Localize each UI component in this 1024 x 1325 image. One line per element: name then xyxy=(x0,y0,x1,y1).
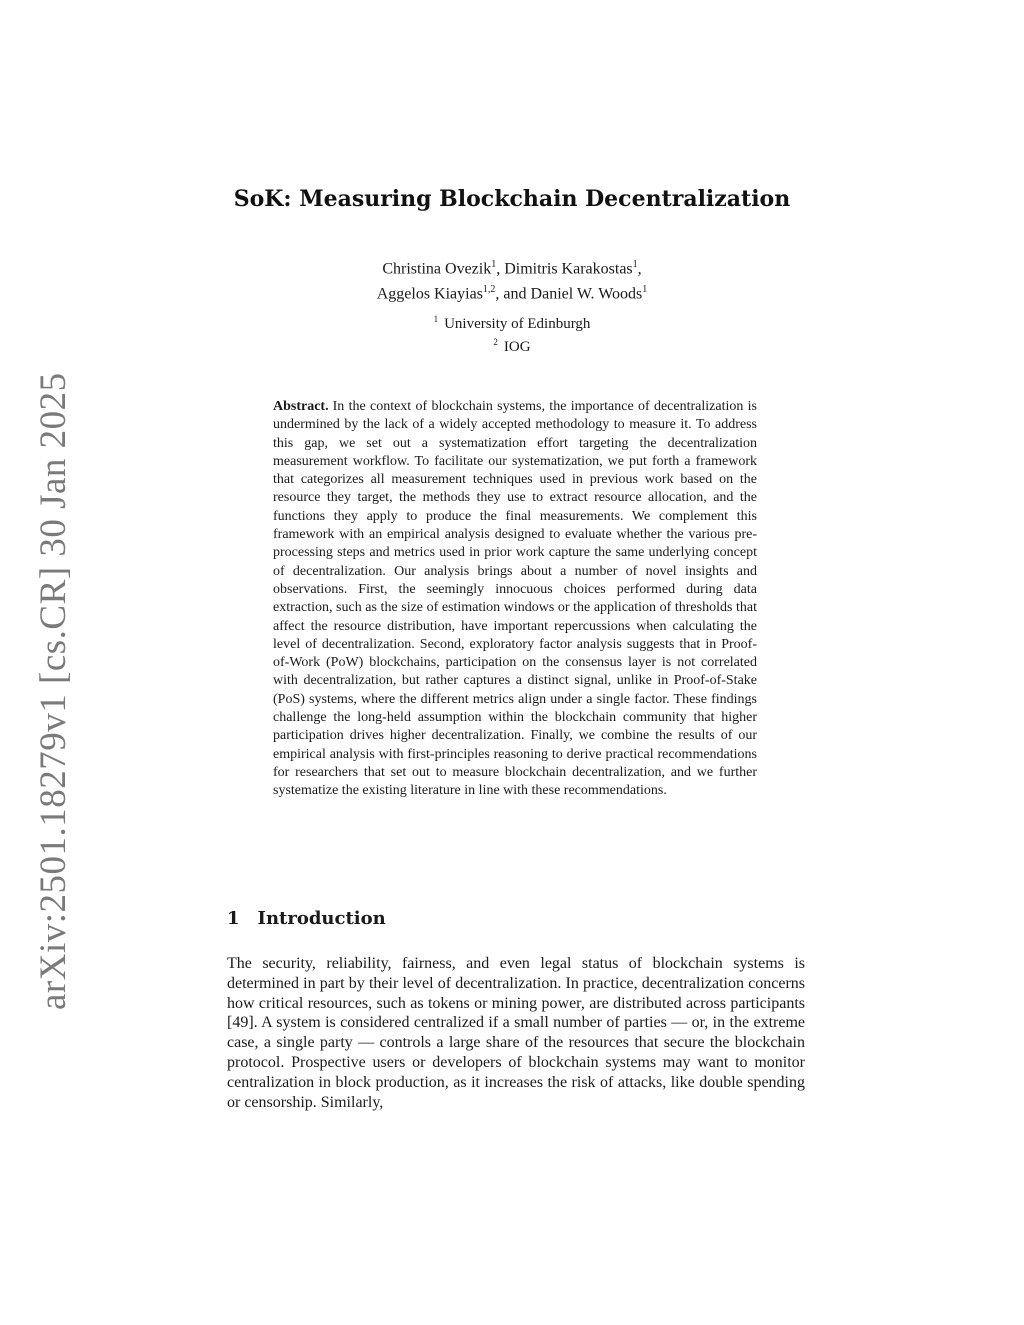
arxiv-identifier: arXiv:2501.18279v1 [cs.CR] 30 Jan 2025 xyxy=(33,372,74,1010)
affiliation-name: University of Edinburgh xyxy=(444,316,591,332)
author-separator: , xyxy=(637,260,642,278)
abstract xyxy=(273,398,757,801)
section-heading xyxy=(227,908,386,929)
affiliation-item xyxy=(0,333,1024,356)
author-name: Dimitris Karakostas xyxy=(504,260,633,278)
affiliation-item xyxy=(0,310,1024,333)
section-title: Introduction xyxy=(257,908,386,929)
author-affiliation-mark: 1,2 xyxy=(482,284,496,296)
abstract-label: Abstract. xyxy=(273,399,329,414)
author-separator: , xyxy=(496,260,505,278)
author-affiliation-mark: 1 xyxy=(632,259,638,270)
author-affiliation-mark: 1 xyxy=(642,284,648,296)
author-line-1 xyxy=(0,254,1024,279)
affiliation-mark: 2 xyxy=(493,337,498,347)
author-line-2 xyxy=(0,279,1024,304)
author-name: Christina Ovezik xyxy=(382,260,492,278)
author-list xyxy=(0,254,1024,305)
author-affiliation-mark: 1 xyxy=(491,259,497,270)
affiliation-mark: 1 xyxy=(433,314,439,324)
paper-title: SoK: Measuring Blockchain Decentralization xyxy=(233,186,791,212)
author-name: Daniel W. Woods xyxy=(530,285,643,303)
intro-paragraph: The security, reliability, fairness, and even legal status of blockchain systems is determined in part by their level of decentralization. In practice, decentralization concerns how critical resources, such as tokens or mining power, are distributed across participants [49]. A system is considered centralized if a small number of parties — or, in the extreme case, a single party — controls a large share of the resources that secure the blockchain protocol. Prospective users or developers of blockchain systems may want to monitor centralization in block production, as it increases the risk of attacks, like double spending or censorship. Similarly, xyxy=(227,955,805,1111)
abstract-text: In the context of blockchain systems, the importance of decentralization is undermined by the lack of a widely accepted methodology to measure it. To address this gap, we set out a systematization effort targeting the decentralization measurement workflow. To facilitate our systematization, we put forth a framework that categorizes all measurement techniques used in previous work based on the resource they target, the methods they use to extract resource allocation, and the functions they apply to produce the final measurements. We complement this framework with an empirical analysis designed to evaluate whether the various pre-processing steps and metrics used in prior work capture the same underlying concept of decentralization. Our analysis brings about a number of novel insights and observations. First, the seemingly innocuous choices performed during data extraction, such as the size of estimation windows or the application of thresholds that affect the resource distribution, have important repercussions when calculating the level of decentralization. Second, exploratory factor analysis suggests that in Proof-of-Work (PoW) blockchains, participation on the consensus layer is not correlated with decentralization, but rather captures a distinct signal, unlike in Proof-of-Stake (PoS) systems, where the different metrics align under a single factor. These findings challenge the long-held assumption within the blockchain community that higher participation drives higher decentralization. Finally, we combine the results of our empirical analysis with first-principles reasoning to derive practical recommendations for researchers that set out to measure blockchain decentralization, and we further systematize the existing literature in line with these recommendations. xyxy=(273,399,757,799)
author-separator: , and xyxy=(495,285,531,303)
affiliation-list xyxy=(0,310,1024,356)
section-number: 1 xyxy=(227,908,240,929)
affiliation-name: IOG xyxy=(503,339,531,355)
author-name: Aggelos Kiayias xyxy=(376,285,483,303)
